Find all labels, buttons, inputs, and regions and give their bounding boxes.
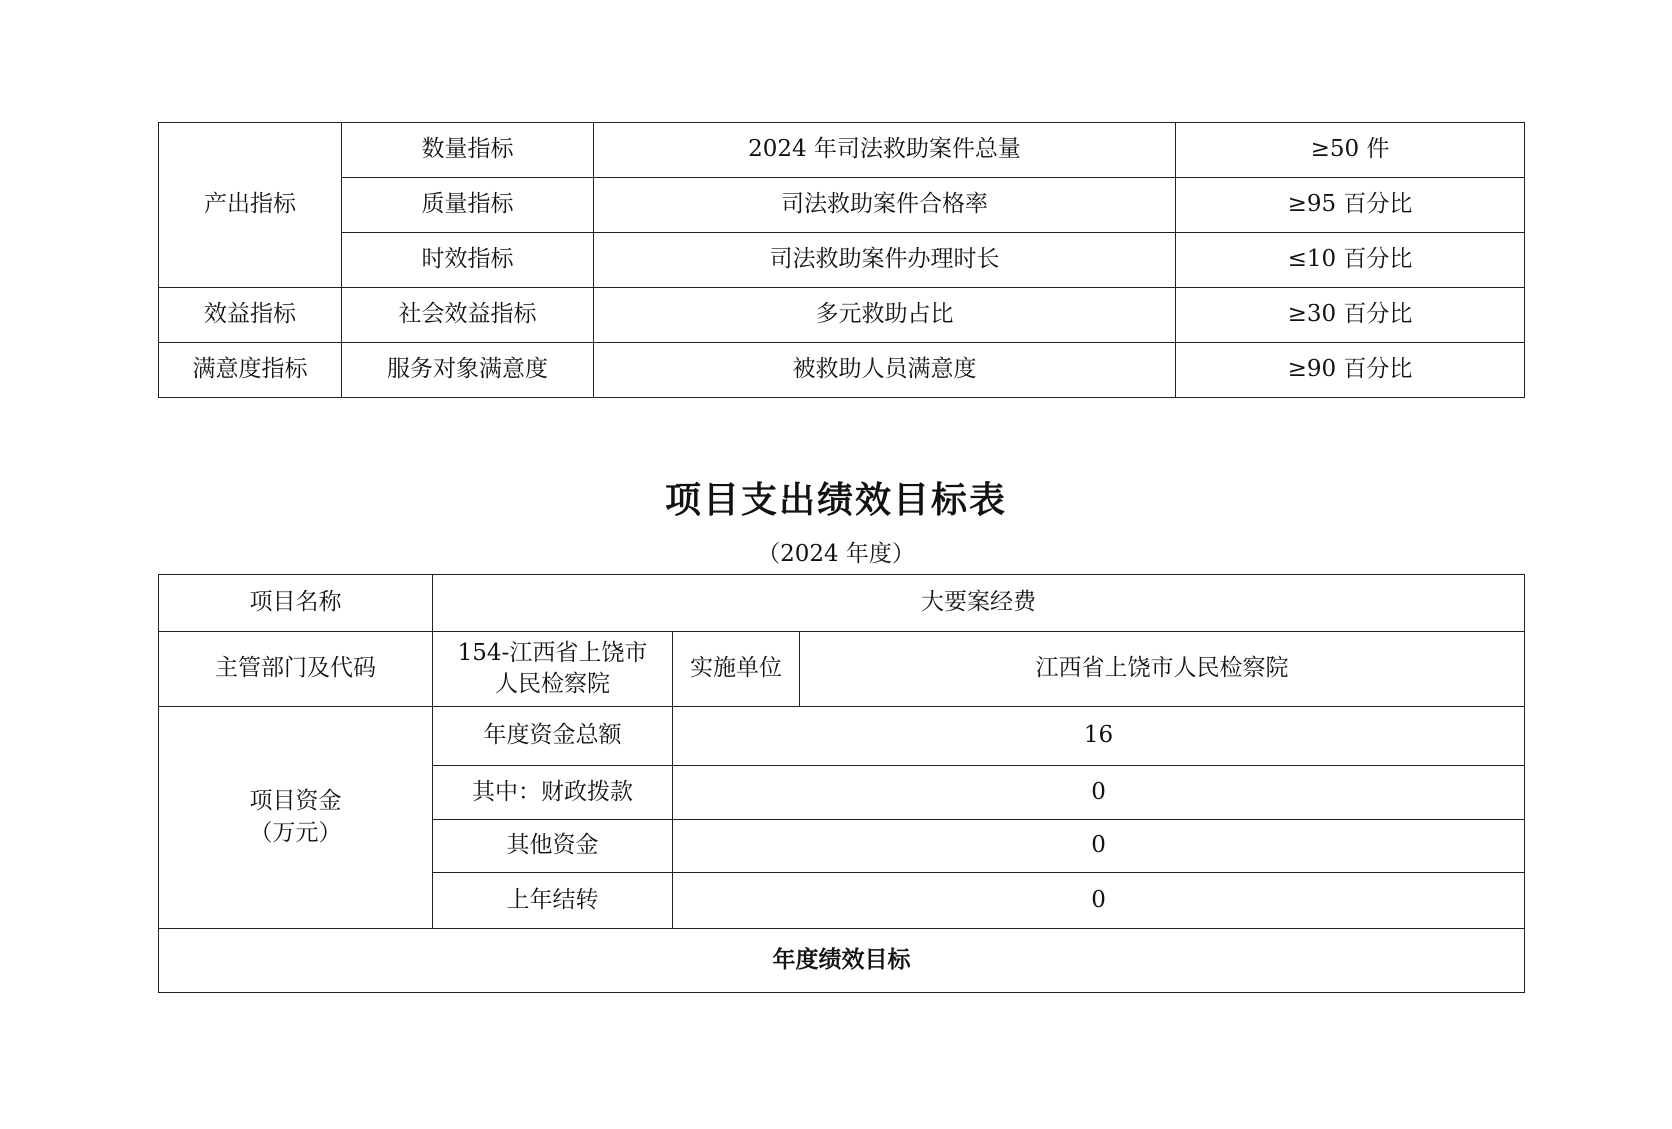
funds-label-line2: （万元） bbox=[249, 819, 342, 846]
dept-value-line2: 人民检察院 bbox=[495, 671, 610, 697]
level1-indicator-cell: 效益指标 bbox=[159, 288, 342, 343]
indicator-name-cell: 司法救助案件合格率 bbox=[594, 178, 1176, 233]
fund-item-value: 0 bbox=[673, 873, 1525, 929]
indicator-value-cell: ≥50 件 bbox=[1176, 123, 1525, 178]
page-subtitle: （2024 年度） bbox=[757, 541, 915, 567]
fund-item-value: 16 bbox=[673, 707, 1525, 766]
table-row bbox=[159, 123, 1525, 178]
level2-indicator-cell: 社会效益指标 bbox=[342, 288, 594, 343]
fund-item-value: 0 bbox=[673, 766, 1525, 820]
indicator-value-cell: ≥30 百分比 bbox=[1176, 288, 1525, 343]
dept-value bbox=[433, 632, 673, 707]
table-row bbox=[159, 707, 1525, 766]
level1-indicator-cell: 满意度指标 bbox=[159, 343, 342, 398]
table-row bbox=[159, 575, 1525, 632]
level2-indicator-cell: 时效指标 bbox=[342, 233, 594, 288]
fund-item-label: 上年结转 bbox=[433, 873, 673, 929]
table-row bbox=[159, 632, 1525, 707]
funds-label-line1: 项目资金 bbox=[249, 788, 342, 815]
project-name-label: 项目名称 bbox=[159, 575, 433, 632]
indicator-value-cell: ≤10 百分比 bbox=[1176, 233, 1525, 288]
page-title: 项目支出绩效目标表 bbox=[664, 480, 1007, 521]
project-name-value: 大要案经费 bbox=[433, 575, 1525, 632]
fund-item-label: 年度资金总额 bbox=[433, 707, 673, 766]
indicator-name-cell: 被救助人员满意度 bbox=[594, 343, 1176, 398]
fund-item-label: 其他资金 bbox=[433, 820, 673, 873]
indicator-value-cell: ≥90 百分比 bbox=[1176, 343, 1525, 398]
funds-label bbox=[159, 707, 433, 929]
impl-unit-value: 江西省上饶市人民检察院 bbox=[800, 632, 1525, 707]
indicator-name-cell: 2024 年司法救助案件总量 bbox=[594, 123, 1176, 178]
table-row bbox=[159, 178, 1525, 233]
level2-indicator-cell: 服务对象满意度 bbox=[342, 343, 594, 398]
project-form-table bbox=[158, 574, 1525, 993]
indicator-name-cell: 多元救助占比 bbox=[594, 288, 1176, 343]
indicator-value-cell: ≥95 百分比 bbox=[1176, 178, 1525, 233]
indicator-name-cell: 司法救助案件办理时长 bbox=[594, 233, 1176, 288]
indicator-table bbox=[158, 122, 1525, 398]
table-row bbox=[159, 929, 1525, 993]
level1-indicator-cell: 产出指标 bbox=[159, 123, 342, 288]
fund-item-label: 其中：财政拨款 bbox=[433, 766, 673, 820]
impl-unit-label: 实施单位 bbox=[673, 632, 800, 707]
dept-label: 主管部门及代码 bbox=[159, 632, 433, 707]
fund-item-value: 0 bbox=[673, 820, 1525, 873]
table-row bbox=[159, 233, 1525, 288]
level2-indicator-cell: 数量指标 bbox=[342, 123, 594, 178]
table-row bbox=[159, 343, 1525, 398]
annual-goal-heading: 年度绩效目标 bbox=[159, 929, 1525, 993]
dept-value-line1: 154-江西省上饶市 bbox=[457, 639, 648, 666]
table-row bbox=[159, 288, 1525, 343]
level2-indicator-cell: 质量指标 bbox=[342, 178, 594, 233]
